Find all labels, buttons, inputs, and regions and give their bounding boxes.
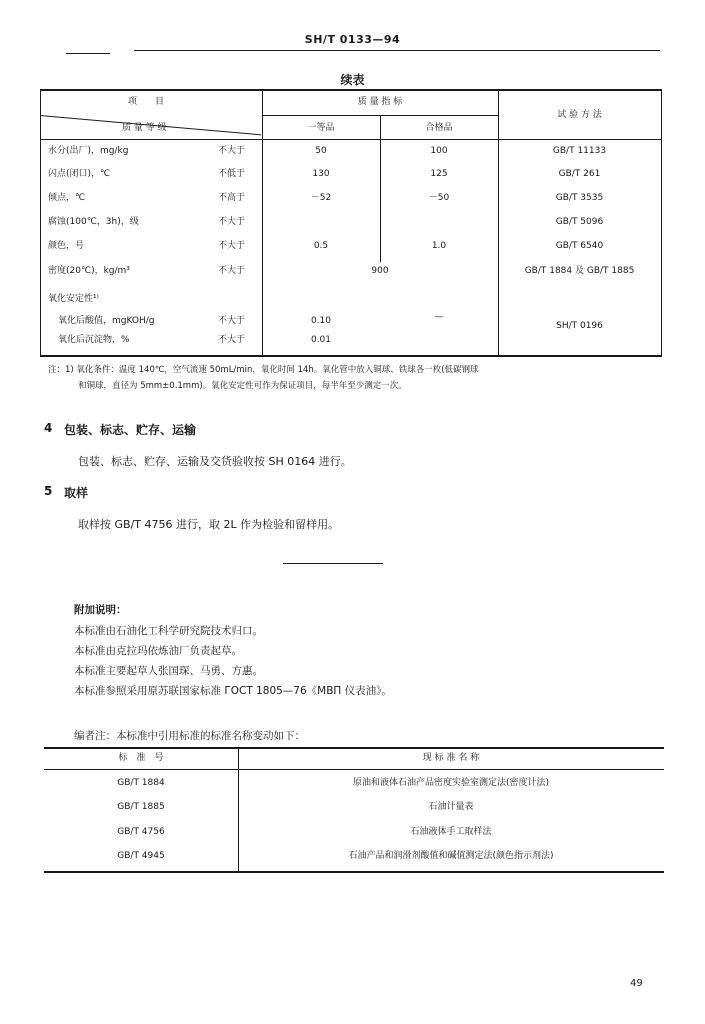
row-color-first: 0.5 bbox=[313, 241, 329, 251]
head-first: 一等品 bbox=[307, 123, 335, 133]
row-water-limit: 不大于 bbox=[218, 146, 246, 156]
section-5-text: 取样按 GB/T 4756 进行，取 2L 作为检验和留样用。 bbox=[78, 518, 340, 531]
row-color-limit: 不大于 bbox=[218, 241, 246, 251]
col-divider-2 bbox=[380, 115, 381, 262]
std-row-code: GB/T 1884 bbox=[117, 778, 165, 788]
document-header: SH/T 0133—94 bbox=[304, 33, 401, 46]
std-head-name: 现 标 准 名 称 bbox=[422, 753, 480, 763]
table-note-line1: 注：1) 氧化条件：温度 140℃，空气流速 50mL/min，氧化时间 14h。氧化管中放入铜球、铁球各一枚(低碳钢球 bbox=[48, 365, 479, 375]
table-top-rule bbox=[40, 89, 662, 91]
row-oxidation-sediment-first: 0.01 bbox=[310, 335, 332, 345]
row-corrosion-method: GB/T 5096 bbox=[555, 217, 604, 227]
row-oxidation-acid: 氧化后酸值，mgKOH/g bbox=[58, 316, 155, 326]
row-water-method: GB/T 11133 bbox=[552, 146, 607, 156]
table-caption: 续表 bbox=[340, 73, 365, 87]
header-rule bbox=[134, 50, 660, 51]
editor-note: 编者注：本标准中引用标准的标准名称变动如下： bbox=[74, 730, 305, 742]
std-row-name: 石油产品和润滑剂酸值和碱值测定法(颜色指示剂法) bbox=[348, 851, 554, 861]
row-oxidation-acid-limit: 不大于 bbox=[218, 316, 246, 326]
std-row-name: 原油和液体石油产品密度实验室测定法(密度计法) bbox=[352, 778, 550, 788]
row-corrosion-item: 腐蚀(100℃，3h)，级 bbox=[48, 217, 139, 227]
additional-line-2: 本标准由克拉玛依炼油厂负责起草。 bbox=[74, 645, 242, 657]
std-head-code: 标 准 号 bbox=[118, 753, 164, 763]
section-4-text: 包装、标志、贮存、运输及交货验收按 SH 0164 进行。 bbox=[78, 455, 352, 468]
additional-line-4: 本标准参照采用原苏联国家标准 ГОСТ 1805—76《МВП 仪表油》。 bbox=[74, 685, 392, 697]
end-rule bbox=[283, 563, 383, 564]
page-number: 49 bbox=[630, 978, 643, 989]
row-pour-limit: 不高于 bbox=[218, 193, 246, 203]
row-density-item: 密度(20℃)，kg/m³ bbox=[48, 266, 130, 276]
row-oxidation-qualified: — bbox=[434, 312, 444, 322]
head-qualified: 合格品 bbox=[425, 123, 453, 133]
row-flash-limit: 不低于 bbox=[218, 169, 246, 179]
additional-title: 附加说明： bbox=[74, 604, 127, 616]
row-color-method: GB/T 6540 bbox=[555, 241, 604, 251]
std-row-name: 石油液体手工取样法 bbox=[410, 827, 492, 837]
row-pour-method: GB/T 3535 bbox=[555, 193, 604, 203]
row-oxidation-method: SH/T 0196 bbox=[556, 321, 603, 331]
std-head-rule bbox=[44, 769, 664, 770]
row-oxidation-title: 氧化安定性¹⁾ bbox=[48, 294, 99, 304]
std-bottom-rule bbox=[44, 871, 664, 873]
header-rule-left bbox=[66, 53, 110, 54]
table-bottom-rule bbox=[40, 355, 662, 357]
row-water-item: 水分(出厂)，mg/kg bbox=[48, 146, 129, 156]
row-flash-method: GB/T 261 bbox=[558, 169, 601, 179]
row-density-limit: 不大于 bbox=[218, 266, 246, 276]
row-color-item: 颜色，号 bbox=[48, 241, 85, 251]
head-quality: 质 量 指 标 bbox=[357, 97, 403, 107]
table-right-border bbox=[661, 89, 662, 355]
row-oxidation-sediment: 氧化后沉淀物，% bbox=[58, 335, 130, 345]
head-method: 试 验 方 法 bbox=[557, 110, 602, 120]
row-pour-first: －52 bbox=[310, 193, 332, 203]
section-5-number: 5 bbox=[44, 484, 53, 498]
row-water-qualified: 100 bbox=[430, 146, 448, 156]
table-left-border bbox=[40, 89, 41, 355]
head-grade: 质 量 等 级 bbox=[122, 123, 167, 133]
std-row-code: GB/T 1885 bbox=[117, 802, 165, 812]
head-item: 项 目 bbox=[128, 97, 165, 107]
table-head-rule bbox=[40, 139, 662, 140]
row-density-value: 900 bbox=[371, 266, 389, 276]
std-row-name: 石油计量表 bbox=[428, 802, 474, 812]
row-corrosion-limit: 不大于 bbox=[218, 217, 246, 227]
additional-line-3: 本标准主要起草人张国琛、马勇、方惠。 bbox=[74, 665, 263, 677]
std-top-rule bbox=[44, 747, 664, 749]
std-row-code: GB/T 4945 bbox=[117, 851, 165, 861]
table-note-line2: 和铜球，直径为 5mm±0.1mm)。氧化安定性可作为保证项目，每半年至少测定一次。 bbox=[78, 381, 407, 391]
section-5-title: 取样 bbox=[64, 486, 89, 500]
row-density-method: GB/T 1884 及 GB/T 1885 bbox=[524, 266, 635, 276]
row-flash-item: 闪点(闭口)，℃ bbox=[48, 169, 111, 179]
row-pour-qualified: －50 bbox=[428, 193, 450, 203]
additional-line-1: 本标准由石油化工科学研究院技术归口。 bbox=[74, 625, 263, 637]
row-oxidation-sediment-limit: 不大于 bbox=[218, 335, 246, 345]
row-oxidation-acid-first: 0.10 bbox=[310, 316, 332, 326]
section-4-number: 4 bbox=[44, 421, 53, 435]
row-flash-qualified: 125 bbox=[430, 169, 448, 179]
section-4-title: 包装、标志、贮存、运输 bbox=[64, 423, 197, 437]
row-water-first: 50 bbox=[315, 146, 327, 156]
row-flash-first: 130 bbox=[312, 169, 330, 179]
row-color-qualified: 1.0 bbox=[431, 241, 447, 251]
std-row-code: GB/T 4756 bbox=[117, 827, 165, 837]
row-pour-item: 倾点，℃ bbox=[48, 193, 86, 203]
